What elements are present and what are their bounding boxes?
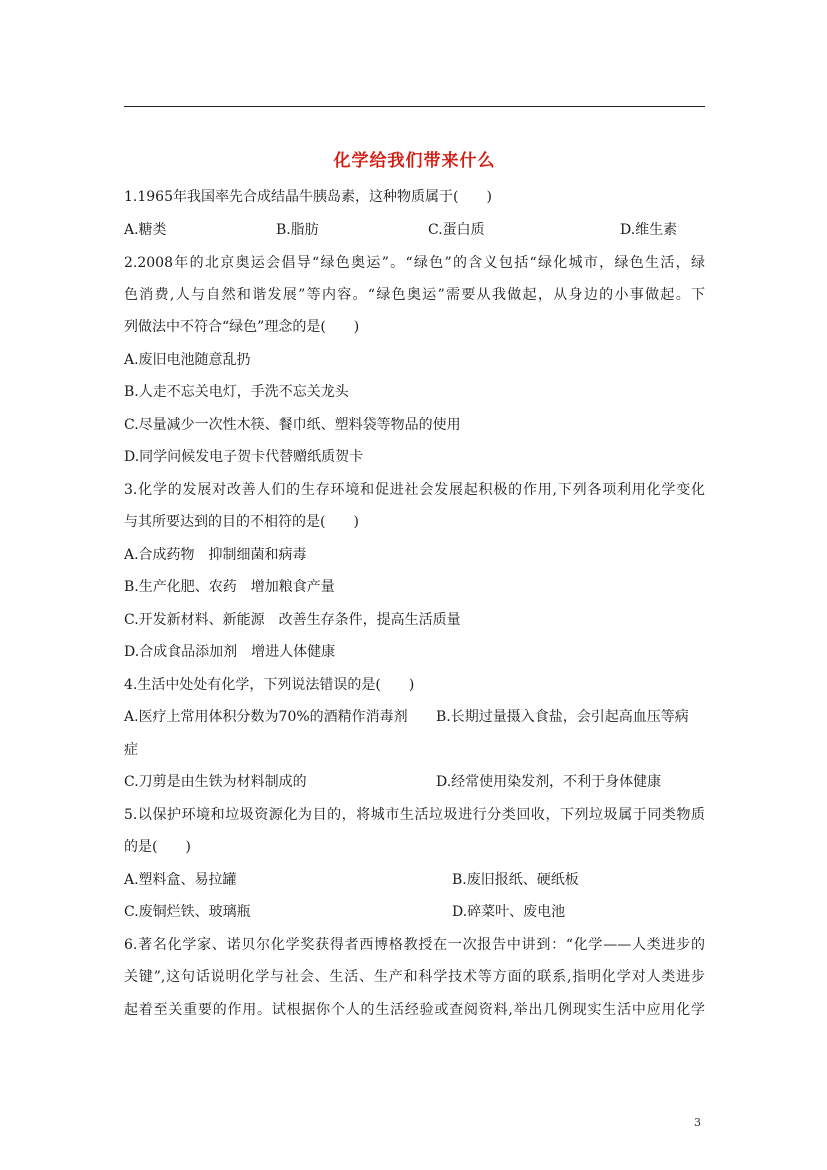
question-2-stem-line-2: 色消费,人与自然和谐发展”等内容。“绿色奥运”需要从我做起，从身边的小事做起。下 (124, 287, 705, 303)
question-2-option-b: B.人走不忘关电灯，手洗不忘关龙头 (124, 384, 349, 400)
question-2-option-c: C.尽量减少一次性木筷、餐巾纸、塑料袋等物品的使用 (124, 417, 461, 433)
question-3-stem-line-2: 与其所要达到的目的不相符的是( ) (124, 514, 359, 530)
question-1-option-a: A.糖类 (124, 222, 167, 238)
question-4-option-b-continued: 症 (124, 742, 138, 758)
question-3-option-d: D.合成食品添加剂 增进人体健康 (124, 644, 336, 660)
question-3-option-c: C.开发新材料、新能源 改善生存条件，提高生活质量 (124, 612, 461, 628)
question-5-option-d: D.碎菜叶、废电池 (452, 904, 566, 920)
question-3-stem-line-1: 3.化学的发展对改善人们的生存环境和促进社会发展起积极的作用,下列各项利用化学变化 (124, 482, 705, 498)
question-4-option-b: B.长期过量摄入食盐，会引起高血压等病 (436, 709, 689, 725)
question-2-option-d: D.同学问候发电子贺卡代替赠纸质贺卡 (124, 449, 364, 465)
question-4-option-c: C.刀剪是由生铁为材料制成的 (124, 774, 307, 790)
question-5-option-b: B.废旧报纸、硬纸板 (452, 872, 579, 888)
question-4-option-d: D.经常使用染发剂，不利于身体健康 (436, 774, 662, 790)
question-6-stem-line-2: 关键”,这句话说明化学与社会、生活、生产和科学技术等方面的联系,指明化学对人类进步 (124, 969, 705, 985)
question-1-option-c: C.蛋白质 (428, 222, 485, 238)
question-4-option-a: A.医疗上常用体积分数为70%的酒精作消毒剂 (124, 709, 408, 725)
question-4-stem: 4.生活中处处有化学，下列说法错误的是( ) (124, 677, 415, 693)
question-3-option-a: A.合成药物 抑制细菌和病毒 (124, 547, 307, 563)
question-1-stem: 1.1965年我国率先合成结晶牛胰岛素，这种物质属于( ) (124, 189, 492, 205)
question-6-stem-line-3: 起着至关重要的作用。试根据你个人的生活经验或查阅资料,举出几例现实生活中应用化学 (124, 1002, 705, 1018)
page-number: 3 (694, 1116, 701, 1129)
question-3-option-b: B.生产化肥、农药 增加粮食产量 (124, 579, 335, 595)
question-1-option-b: B.脂肪 (276, 222, 319, 238)
question-2-option-a: A.废旧电池随意乱扔 (124, 352, 251, 368)
question-1-option-d: D.维生素 (620, 222, 678, 238)
question-5-option-c: C.废铜烂铁、玻璃瓶 (124, 904, 251, 920)
question-2-stem-line-1: 2.2008年的北京奥运会倡导“绿色奥运”。“绿色”的含义包括“绿化城市，绿色生活，绿 (124, 255, 705, 271)
document-title: 化学给我们带来什么 (333, 151, 496, 171)
question-2-stem-line-3: 列做法中不符合“绿色”理念的是( ) (124, 319, 360, 335)
header-rule (124, 106, 705, 107)
question-5-stem-line-1: 5.以保护环境和垃圾资源化为目的，将城市生活垃圾进行分类回收，下列垃圾属于同类物质 (124, 807, 705, 823)
question-5-stem-line-2: 的是( ) (124, 839, 191, 855)
question-5-option-a: A.塑料盒、易拉罐 (124, 872, 237, 888)
question-6-stem-line-1: 6.著名化学家、诺贝尔化学奖获得者西博格教授在一次报告中讲到：“化学——人类进步的 (124, 937, 705, 953)
